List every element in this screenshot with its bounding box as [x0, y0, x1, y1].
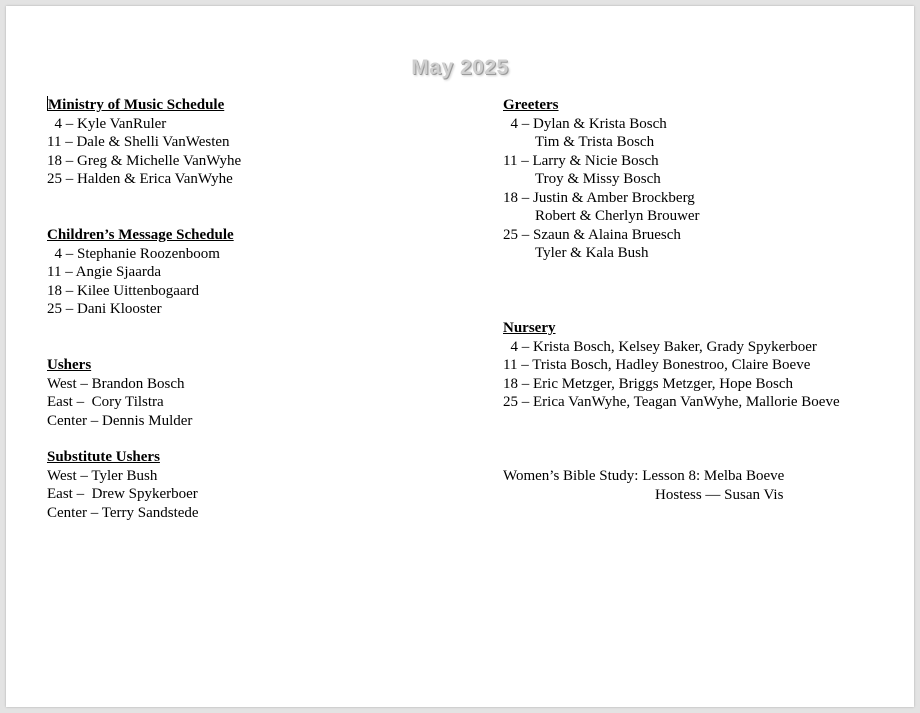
music-row: 25 – Halden & Erica VanWyhe [47, 171, 233, 187]
substitute-ushers-section [47, 448, 199, 522]
bible-study-hostess: Hostess — Susan Vis [655, 486, 784, 503]
page-title: May 2025 [411, 56, 509, 79]
music-row: 4 – Kyle VanRuler [47, 115, 167, 132]
ushers-section [47, 356, 192, 430]
usher-row: East – Cory Tilstra [47, 394, 164, 410]
nursery-row: 11 – Trista Bosch, Hadley Bonestroo, Claire Boeve [503, 357, 811, 373]
greeter-row: 4 – Dylan & Krista Bosch [503, 115, 667, 132]
childrens-message-heading: Children’s Message Schedule [47, 227, 234, 243]
bible-study-lesson: Lesson 8: Melba Boeve [642, 468, 785, 484]
greeter-row: 11 – Larry & Nicie Bosch [503, 152, 659, 169]
childrens-message-row: 25 – Dani Klooster [47, 301, 162, 317]
usher-row: Center – Dennis Mulder [47, 412, 193, 429]
music-schedule [47, 96, 241, 189]
bible-study-section [503, 467, 784, 504]
childrens-message-row: 11 – Angie Sjaarda [47, 264, 162, 280]
greeter-row: 18 – Justin & Amber Brockberg [503, 189, 695, 206]
usher-row: West – Brandon Bosch [47, 375, 185, 392]
bible-study-label: Women’s Bible Study: [503, 468, 643, 484]
nursery-row: 18 – Eric Metzger, Briggs Metzger, Hope Bosch [503, 375, 793, 392]
greeter-row-second: Tyler & Kala Bush [535, 245, 649, 261]
greeter-row-second: Robert & Cherlyn Brouwer [535, 208, 700, 224]
bible-study-line [503, 467, 784, 486]
music-row: 11 – Dale & Shelli VanWesten [47, 134, 230, 150]
childrens-message-row: 18 – Kilee Uittenbogaard [47, 282, 200, 299]
nursery-row: 4 – Krista Bosch, Kelsey Baker, Grady Spykerboer [503, 338, 817, 355]
childrens-message-row: 4 – Stephanie Roozenboom [47, 245, 220, 262]
greeters-heading: Greeters [503, 97, 559, 113]
document-page [6, 6, 914, 707]
substitute-ushers-heading: Substitute Ushers [47, 449, 160, 465]
substitute-usher-row: East – Drew Spykerboer [47, 486, 198, 502]
greeters-section [503, 96, 700, 263]
greeter-row-second: Tim & Trista Bosch [535, 134, 655, 150]
music-heading: Ministry of Music Schedule [48, 97, 225, 113]
nursery-row: 25 – Erica VanWyhe, Teagan VanWyhe, Mallorie Boeve [503, 394, 840, 410]
substitute-usher-row: West – Tyler Bush [47, 467, 158, 484]
nursery-section [503, 319, 840, 412]
nursery-heading: Nursery [503, 320, 556, 336]
music-row: 18 – Greg & Michelle VanWyhe [47, 152, 242, 169]
greeter-row-second: Troy & Missy Bosch [535, 171, 661, 187]
greeter-row: 25 – Szaun & Alaina Bruesch [503, 226, 681, 243]
substitute-usher-row: Center – Terry Sandstede [47, 504, 199, 521]
ushers-heading: Ushers [47, 357, 92, 373]
childrens-message-schedule [47, 226, 234, 319]
